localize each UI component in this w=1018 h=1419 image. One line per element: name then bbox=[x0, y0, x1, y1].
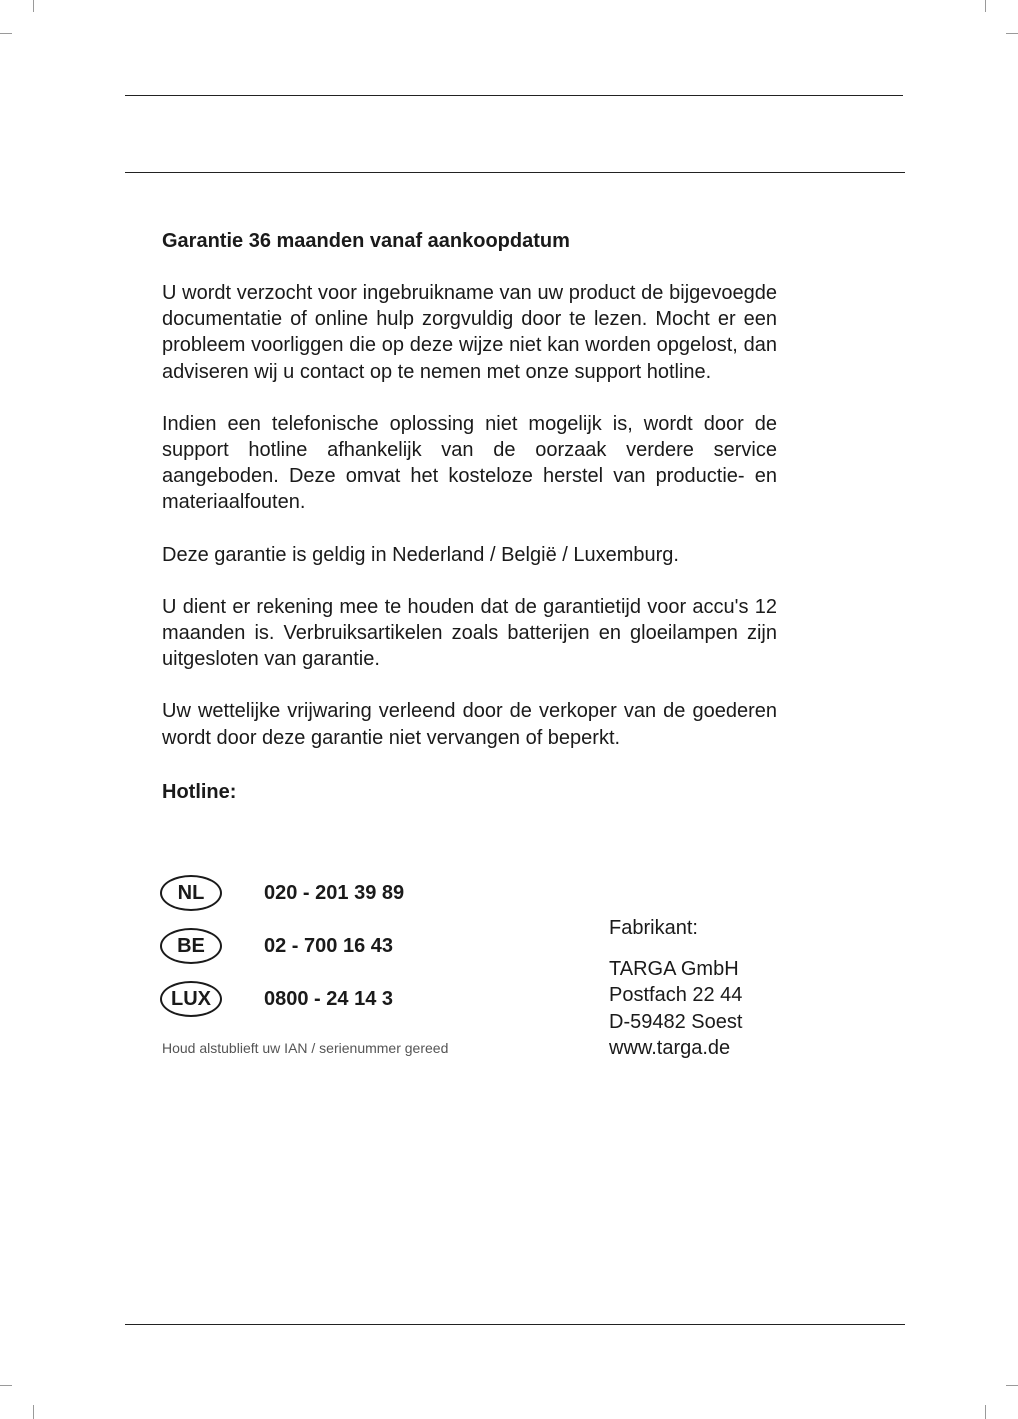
crop-mark bbox=[1006, 33, 1018, 34]
serial-number-note: Houd alstublieft uw IAN / serienummer gereed bbox=[162, 1040, 449, 1056]
hotline-title: Hotline: bbox=[162, 780, 237, 803]
warranty-content bbox=[162, 226, 777, 807]
hotline-row-be bbox=[160, 926, 393, 966]
footer-rule bbox=[125, 1324, 905, 1325]
manufacturer-website[interactable]: www.targa.de bbox=[609, 1037, 731, 1059]
country-badge-lux: LUX bbox=[160, 981, 222, 1017]
country-badge-be: BE bbox=[160, 928, 222, 964]
paragraph: U wordt verzocht voor ingebruikname van uw product de bijgevoegde documentatie of online hulp zorgvuldig door te lezen. Mocht er een probleem voorliggen die op deze wijze niet kan worden opgelost, dan adviseren wij u contact op te nemen met onze support hotline. bbox=[162, 282, 777, 383]
manufacturer-block bbox=[609, 915, 742, 1062]
hotline-row-nl bbox=[160, 873, 405, 913]
manufacturer-name: TARGA GmbH bbox=[609, 957, 739, 980]
hotline-row-lux bbox=[160, 979, 393, 1019]
paragraph: Indien een telefonische oplossing niet mogelijk is, wordt door de support hotline afhankelijk van de oorzaak verdere service aangeboden. Deze omvat het kosteloze herstel van productie- en materiaalfouten. bbox=[162, 412, 777, 514]
phone-number-lux: 0800 - 24 14 3 bbox=[264, 987, 393, 1010]
header-rule-bottom bbox=[125, 172, 905, 173]
phone-number-nl: 020 - 201 39 89 bbox=[264, 881, 405, 904]
phone-number-be: 02 - 700 16 43 bbox=[264, 934, 393, 957]
country-badge-nl: NL bbox=[160, 875, 222, 911]
crop-mark bbox=[985, 0, 986, 12]
crop-mark bbox=[33, 0, 34, 12]
paragraph: U dient er rekening mee te houden dat de garantietijd voor accu's 12 maanden is. Verbruiksartikelen zoals batterijen en gloeilampen zijn uitgesloten van garantie. bbox=[162, 595, 777, 671]
manufacturer-label: Fabrikant: bbox=[609, 917, 698, 939]
page-title: Garantie 36 maanden vanaf aankoopdatum bbox=[162, 230, 570, 252]
crop-mark bbox=[985, 1405, 986, 1419]
header-rule-top bbox=[125, 95, 903, 96]
manufacturer-address: Postfach 22 44 bbox=[609, 984, 743, 1006]
crop-mark bbox=[0, 1385, 12, 1386]
paragraph: Deze garantie is geldig in Nederland / België / Luxemburg. bbox=[162, 543, 679, 566]
crop-mark bbox=[0, 33, 12, 34]
crop-mark bbox=[1006, 1385, 1018, 1386]
manufacturer-city: D-59482 Soest bbox=[609, 1010, 743, 1033]
crop-mark bbox=[33, 1405, 34, 1419]
paragraph: Uw wettelijke vrijwaring verleend door de verkoper van de goederen wordt door deze garantie niet vervangen of beperkt. bbox=[162, 700, 777, 749]
